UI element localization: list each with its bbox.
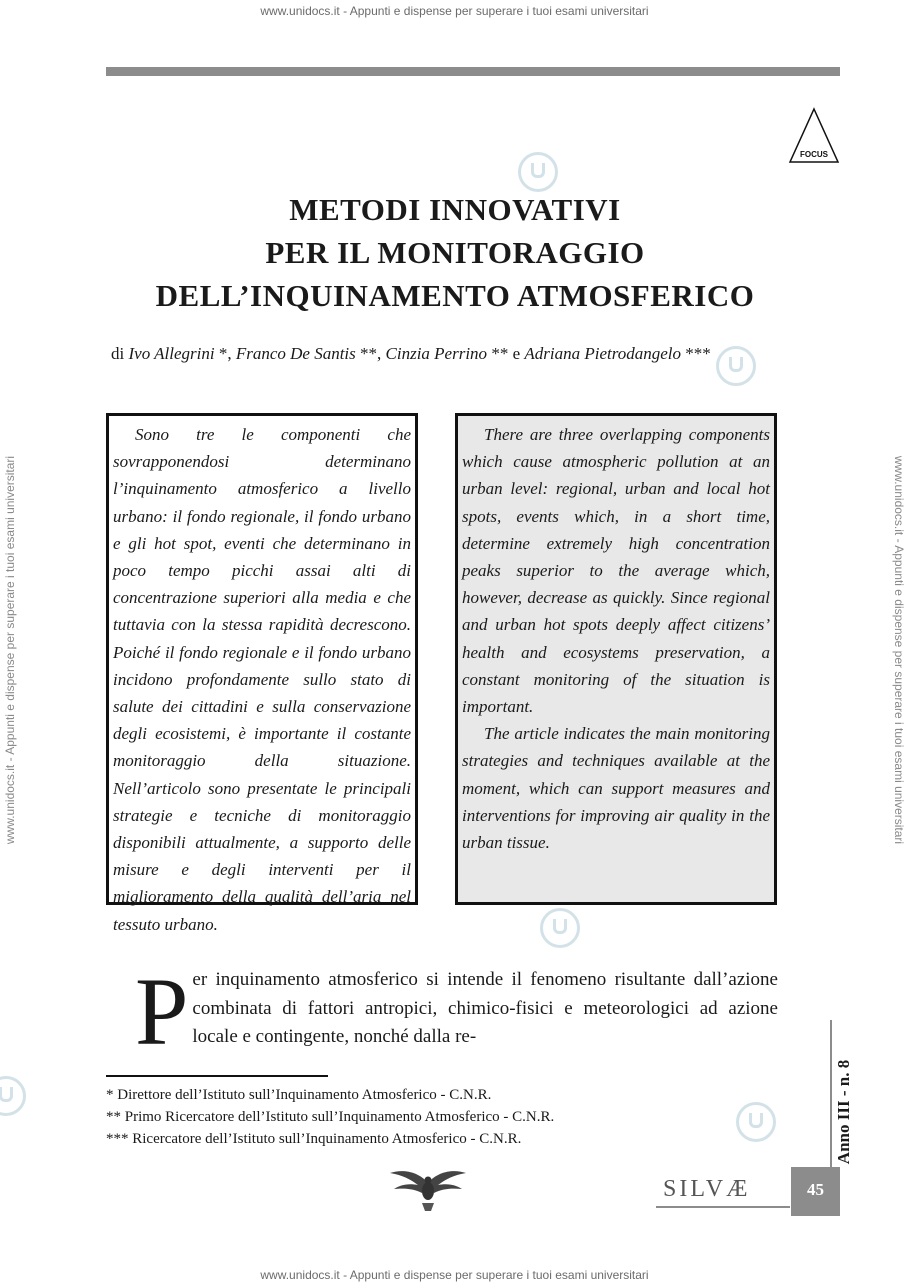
body-paragraph: er inquinamento atmosferico si intende il fenomeno risultante dall’azione combinata di fattori antropici, chimico-fisici e meteorologici ad azione locale e contingente, nonché dalla re- — [192, 969, 778, 1047]
watermark-header: www.unidocs.it - Appunti e dispense per superare i tuoi esami universitari — [260, 4, 649, 18]
footnotes — [106, 1084, 746, 1150]
watermark-logo-icon — [0, 1076, 26, 1116]
focus-triangle-icon — [788, 107, 840, 165]
watermark-side-right: www.unidocs.it - Appunti e dispense per superare i tuoi esami universitari — [892, 455, 906, 845]
abstract-english — [455, 413, 777, 905]
watermark-footer: www.unidocs.it - Appunti e dispense per superare i tuoi esami universitari — [260, 1268, 649, 1282]
author-name: Cinzia Perrino — [385, 344, 488, 363]
abstract-italian — [106, 413, 418, 934]
author-name: Franco De Santis — [235, 344, 356, 363]
footnote: *** Ricercatore dell’Istituto sull’Inquinamento Atmosferico - C.N.R. — [106, 1131, 522, 1147]
title-line: DELL’INQUINAMENTO ATMOSFERICO — [155, 278, 755, 313]
author-mark: ** e — [487, 344, 525, 363]
byline-prefix: di — [111, 344, 129, 363]
article-title — [100, 188, 810, 317]
section-badge: FOCUS — [800, 150, 828, 159]
page-number: 45 — [791, 1167, 840, 1216]
journal-rule — [656, 1206, 790, 1208]
watermark-logo-icon — [540, 908, 580, 948]
header-rule — [106, 67, 840, 76]
author-name: Adriana Pietrodangelo — [524, 344, 681, 363]
abstract-paragraph: Sono tre le componenti che sovrapponendosi determinano l’inquinamento atmosferico a livello urbano: il fondo regionale, il fondo urbano e gli hot spot, eventi che determinano in poco tempo picchi assai alti di concentrazione superiori alla media e che tuttavia con la stessa rapidità decrescono. Poiché il fondo regionale e il fondo urbano incidono profondamente sullo stato di salute dei cittadini e sulla conservazione degli ecosistemi, è importante il costante monitoraggio della situazione. Nell’articolo sono presentate le principali strategie e tecniche di monitoraggio disponibili attualmente, a supporto delle misure e degli interventi per il miglioramento della qualità dell’aria nel tessuto urbano. — [113, 425, 411, 934]
body-text — [135, 958, 778, 1065]
footnote-rule — [106, 1075, 328, 1077]
issue-label: Anno III - n. 8 — [834, 1059, 853, 1165]
author-mark: **, — [355, 344, 386, 363]
abstract-paragraph: There are three overlapping components which cause atmospheric pollution at an urban level: regional, urban and local hot spots, events which, in a short time, determine extremely high concentration peaks superior to the average which, however, decrease as quickly. Since regional and urban hot spots deeply affect citizens’ health and ecosystems preservation, a constant monitoring of the situation is important. — [462, 425, 770, 717]
author-mark: *** — [680, 344, 711, 363]
journal-name: SILVÆ — [663, 1176, 751, 1202]
abstract-paragraph: The article indicates the main monitoring strategies and techniques available at the moment, which can support measures and interventions for improving air quality in the urban tissue. — [462, 724, 770, 853]
footnote: ** Primo Ricercatore dell’Istituto sull’Inquinamento Atmosferico - C.N.R. — [106, 1109, 555, 1125]
title-line: METODI INNOVATIVI — [289, 192, 621, 227]
drop-cap: P — [135, 958, 189, 1065]
author-mark: *, — [214, 344, 236, 363]
author-name: Ivo Allegrini — [128, 344, 215, 363]
issue-rule — [830, 1020, 832, 1167]
byline — [111, 344, 811, 364]
title-line: PER IL MONITORAGGIO — [265, 235, 645, 270]
footnote: * Direttore dell’Istituto sull’Inquinamento Atmosferico - C.N.R. — [106, 1087, 492, 1103]
watermark-side-left: www.unidocs.it - Appunti e dispense per superare i tuoi esami universitari — [3, 455, 17, 845]
watermark-logo-icon — [518, 152, 558, 192]
eagle-emblem-icon — [388, 1165, 468, 1215]
